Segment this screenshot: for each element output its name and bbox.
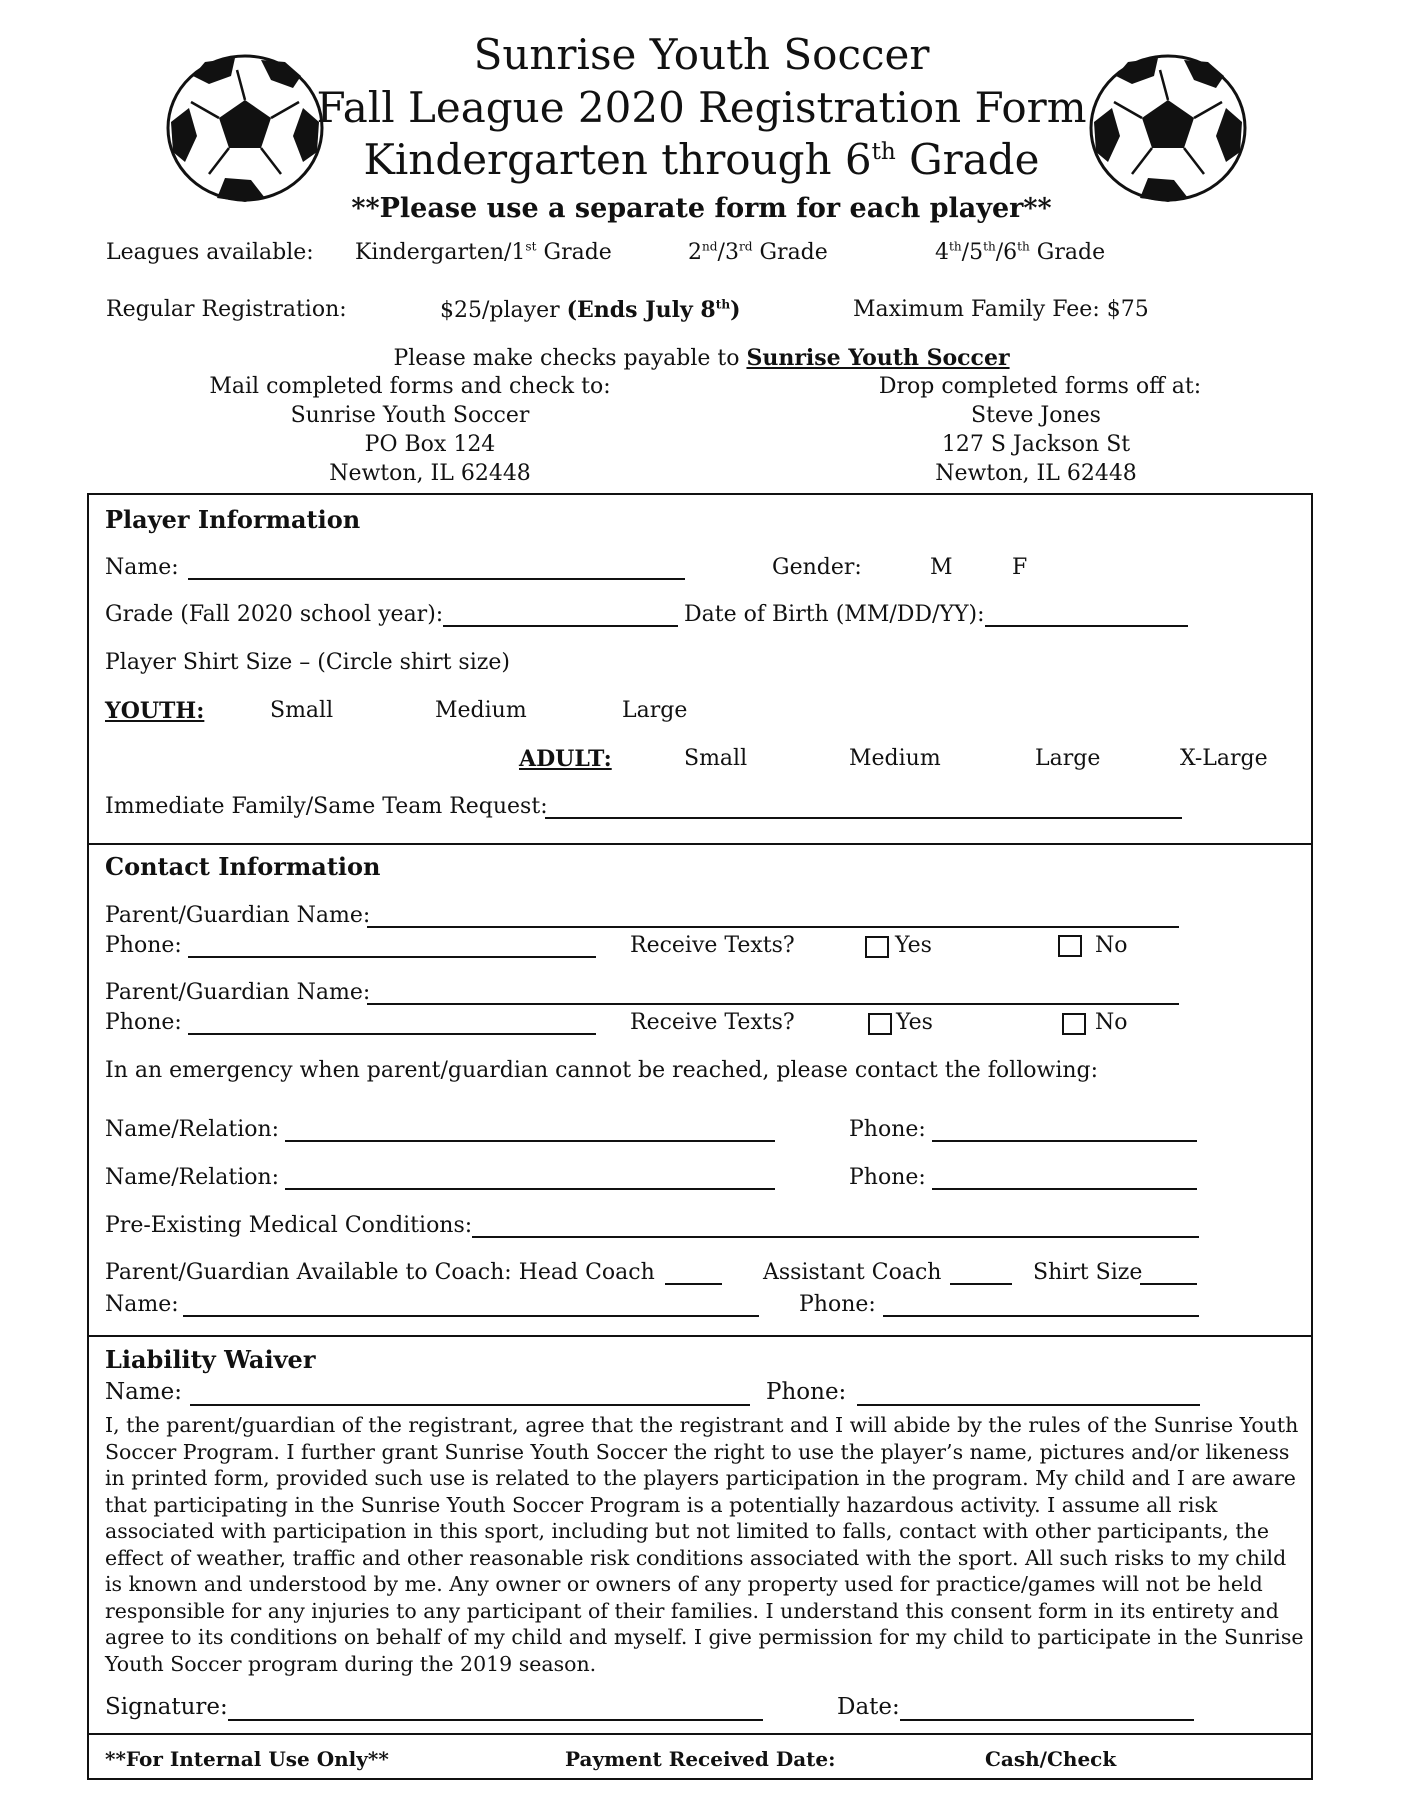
divider-waiver-internal <box>87 1733 1313 1735</box>
payment-received-date-label: Payment Received Date: <box>565 1747 836 1771</box>
title-line-2: Fall League 2020 Registration Form <box>316 83 1087 132</box>
date-field[interactable] <box>900 1719 1194 1721</box>
texts-yes-checkbox-1[interactable] <box>865 936 889 958</box>
emergency-name-field-1[interactable] <box>285 1140 775 1142</box>
title-line-3: Kindergarten through 6th Grade <box>363 135 1040 184</box>
cash-check-label: Cash/Check <box>985 1747 1117 1771</box>
medical-label: Pre-Existing Medical Conditions: <box>105 1213 473 1238</box>
player-info-heading: Player Information <box>105 505 361 534</box>
parent-phone-field-1[interactable] <box>188 956 596 958</box>
receive-texts-label-2: Receive Texts? <box>630 1010 795 1035</box>
signature-field[interactable] <box>228 1719 763 1721</box>
texts-no-label-2: No <box>1095 1010 1128 1035</box>
dob-label: Date of Birth (MM/DD/YY): <box>684 602 985 627</box>
drop-line-2: 127 S Jackson St <box>941 432 1131 457</box>
texts-yes-label-2: Yes <box>896 1010 933 1035</box>
gender-label: Gender: <box>772 555 862 580</box>
dob-field[interactable] <box>985 625 1188 627</box>
internal-use-label: **For Internal Use Only** <box>105 1747 389 1771</box>
coach-phone-label: Phone: <box>799 1292 876 1317</box>
family-request-label: Immediate Family/Same Team Request: <box>105 794 548 819</box>
shirt-size-label: Player Shirt Size – (Circle shirt size) <box>105 650 510 675</box>
emergency-name-label-2: Name/Relation: <box>105 1165 280 1190</box>
adult-size-medium[interactable]: Medium <box>849 746 941 771</box>
texts-no-checkbox-2[interactable] <box>1062 1013 1086 1035</box>
receive-texts-label-1: Receive Texts? <box>630 933 795 958</box>
coach-shirt-size-field[interactable] <box>1140 1283 1197 1285</box>
waiver-name-label: Name: <box>105 1379 183 1405</box>
mail-line-3: Newton, IL 62448 <box>329 461 531 486</box>
player-name-field[interactable] <box>188 578 685 580</box>
adult-size-xlarge[interactable]: X-Large <box>1180 746 1268 771</box>
registration-label: Regular Registration: <box>106 297 347 322</box>
divider-contact-waiver <box>87 1335 1313 1337</box>
youth-size-small[interactable]: Small <box>270 698 334 723</box>
youth-size-medium[interactable]: Medium <box>435 698 527 723</box>
emergency-phone-field-1[interactable] <box>932 1140 1197 1142</box>
separate-form-note: **Please use a separate form for each player** <box>351 193 1052 224</box>
medical-field[interactable] <box>472 1236 1199 1238</box>
waiver-heading: Liability Waiver <box>105 1345 316 1374</box>
grade-label: Grade (Fall 2020 school year): <box>105 602 444 627</box>
gender-f-option[interactable]: F <box>1012 555 1028 580</box>
family-request-field[interactable] <box>545 817 1182 819</box>
coach-shirt-size-label: Shirt Size <box>1033 1260 1143 1285</box>
drop-line-1: Steve Jones <box>971 403 1101 428</box>
parent-phone-field-2[interactable] <box>188 1033 596 1035</box>
date-label: Date: <box>837 1694 900 1720</box>
waiver-name-field[interactable] <box>190 1404 750 1406</box>
waiver-phone-field[interactable] <box>857 1404 1200 1406</box>
league-456: 4th/5th/6th Grade <box>935 239 1106 265</box>
checks-payable: Please make checks payable to Sunrise Youth Soccer <box>393 345 1010 371</box>
parent-name-label-2: Parent/Guardian Name: <box>105 980 371 1005</box>
coach-label: Parent/Guardian Available to Coach: Head Coach <box>105 1260 655 1285</box>
grade-field[interactable] <box>443 625 678 627</box>
mail-label: Mail completed forms and check to: <box>209 374 611 399</box>
mail-line-2: PO Box 124 <box>364 432 496 457</box>
coach-phone-field[interactable] <box>883 1315 1199 1317</box>
youth-size-large[interactable]: Large <box>622 698 688 723</box>
gender-m-option[interactable]: M <box>930 555 953 580</box>
parent-phone-label-2: Phone: <box>105 1010 182 1035</box>
assistant-coach-label: Assistant Coach <box>763 1260 942 1285</box>
parent-phone-label-1: Phone: <box>105 933 182 958</box>
coach-name-field[interactable] <box>183 1315 759 1317</box>
parent-name-field-1[interactable] <box>367 926 1179 928</box>
emergency-phone-label-1: Phone: <box>849 1117 926 1142</box>
texts-no-checkbox-1[interactable] <box>1058 935 1082 957</box>
player-name-label: Name: <box>105 555 179 580</box>
waiver-phone-label: Phone: <box>766 1379 847 1405</box>
adult-size-large[interactable]: Large <box>1035 746 1101 771</box>
drop-label: Drop completed forms off at: <box>878 374 1202 399</box>
emergency-phone-field-2[interactable] <box>932 1188 1197 1190</box>
texts-yes-label-1: Yes <box>895 933 932 958</box>
emergency-instructions: In an emergency when parent/guardian cannot be reached, please contact the following: <box>105 1058 1099 1083</box>
emergency-phone-label-2: Phone: <box>849 1165 926 1190</box>
assistant-coach-field[interactable] <box>950 1283 1012 1285</box>
registration-price: $25/player (Ends July 8th) <box>440 297 741 323</box>
signature-label: Signature: <box>105 1694 228 1720</box>
texts-yes-checkbox-2[interactable] <box>868 1013 892 1035</box>
league-23: 2nd/3rd Grade <box>688 239 828 265</box>
divider-player-contact <box>87 843 1313 845</box>
emergency-name-field-2[interactable] <box>285 1188 775 1190</box>
head-coach-field[interactable] <box>665 1283 722 1285</box>
parent-name-field-2[interactable] <box>367 1003 1179 1005</box>
max-family-fee: Maximum Family Fee: $75 <box>853 297 1149 322</box>
mail-line-1: Sunrise Youth Soccer <box>290 403 530 428</box>
coach-name-label: Name: <box>105 1292 179 1317</box>
youth-label: YOUTH: <box>105 698 205 724</box>
contact-info-heading: Contact Information <box>105 852 381 881</box>
texts-no-label-1: No <box>1095 933 1128 958</box>
emergency-name-label-1: Name/Relation: <box>105 1117 280 1142</box>
adult-size-small[interactable]: Small <box>684 746 748 771</box>
drop-line-3: Newton, IL 62448 <box>935 461 1137 486</box>
league-k1: Kindergarten/1st Grade <box>355 239 612 265</box>
waiver-text: I, the parent/guardian of the registrant, agree that the registrant and I will abide by the rules of the Sunrise Youth Soccer Program. I further grant Sunrise Youth Soccer the right to use the player’s name, pictures and/or likeness in printed form, provided such use is related to the players participation in the program. My child and I are aware that participating in the Sunrise Youth Soccer Program is a potentially hazardous activity. I assume all risk associated with participation in this sport, including but not limited to falls, contact with other participants, the effect of weather, traffic and other reasonable risk conditions associated with the sport. All such risks to my child is known and understood by me. Any owner or owners of any property used for practice/games will not be held responsible for any injuries to any participant of their families. I understand this consent form in its entirety and agree to its conditions on behalf of my child and myself. I give permission for my child to participate in the Sunrise Youth Soccer program during the 2019 season. <box>105 1413 1304 1676</box>
adult-label: ADULT: <box>519 746 612 772</box>
parent-name-label-1: Parent/Guardian Name: <box>105 903 371 928</box>
leagues-label: Leagues available: <box>106 240 314 265</box>
title-line-1: Sunrise Youth Soccer <box>473 30 930 79</box>
